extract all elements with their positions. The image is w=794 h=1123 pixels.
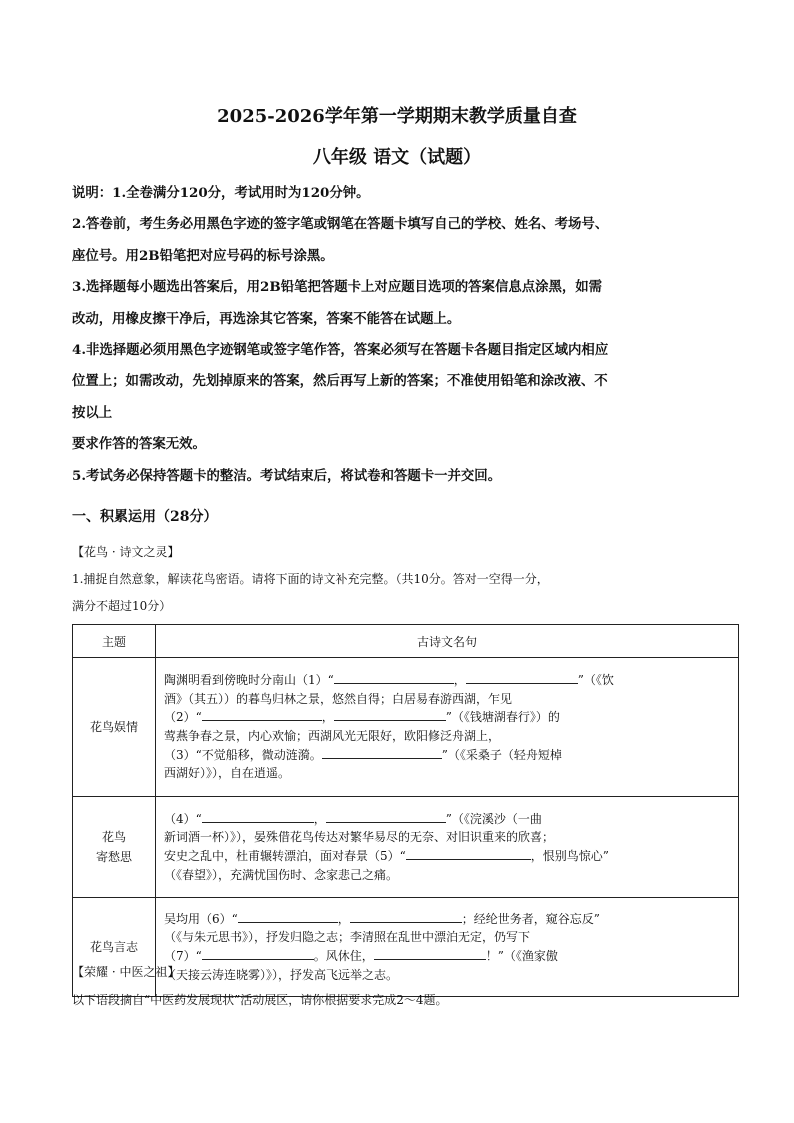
content-cell <box>156 658 739 797</box>
text-span: ， <box>337 911 350 926</box>
text-span: 莺燕争春之景，内心欢愉；西湖风光无限好，欧阳修泛舟湖上， <box>164 729 501 743</box>
instruction-line: 改动，用橡皮擦干净后，再选涂其它答案，答案不能答在试题上。 <box>72 310 461 327</box>
text-span: （7）“ <box>164 949 202 963</box>
theme-line: 寄愁思 <box>95 850 132 864</box>
text-span: ”（《浣溪沙（一曲 <box>445 811 542 826</box>
answer-blank-1a[interactable] <box>334 671 454 684</box>
question-1-prompt <box>72 566 692 620</box>
exam-subtitle: 八年级 语文（试题） <box>312 147 482 168</box>
instruction-line: 要求作答的答案无效。 <box>72 436 206 453</box>
text-span: ；经纶世务者，窥谷忘反” <box>461 911 600 926</box>
answer-blank-4a[interactable] <box>202 810 314 823</box>
theme-line: 花鸟 <box>101 830 126 844</box>
exam-instructions <box>72 178 732 492</box>
text-span: ”（《采桑子（轻舟短棹 <box>441 747 562 762</box>
text-span: 酒》（其五））的暮鸟归林之景，悠然自得；白居易春游西湖，乍见 <box>164 691 513 706</box>
text-span: ，恨别鸟惊心” <box>530 849 609 863</box>
topic-heading: 【花鸟 · 诗文之灵】 <box>72 545 180 559</box>
instruction-line: 5.考试务必保持答题卡的整洁。考试结束后，将试卷和答题卡一并交回。 <box>72 467 502 484</box>
text-span: ！”（《渔家傲 <box>485 949 558 963</box>
content-cell <box>156 898 739 997</box>
text-span: 陶渊明看到傍晚时分南山（1）“ <box>164 673 334 688</box>
answer-blank-3[interactable] <box>322 746 442 759</box>
text-span: （3）“不觉船移，微动涟漪。 <box>164 747 322 762</box>
text-span: （《与朱元思书》），抒发归隐之志；李清照在乱世中漂泊无定，仍写下 <box>164 930 531 945</box>
answer-blank-4b[interactable] <box>326 810 446 823</box>
table-row <box>73 898 739 997</box>
answer-blank-2a[interactable] <box>202 708 322 721</box>
answer-blank-7b[interactable] <box>374 947 486 960</box>
instruction-line: 位置上；如需改动，先划掉原来的答案，然后再写上新的答案；不准使用铅笔和涂改液、不 <box>72 373 608 390</box>
text-span: 。风休住， <box>313 949 374 963</box>
text-span: ， <box>453 673 466 688</box>
table-row <box>73 658 739 797</box>
instruction-line: 4.非选择题必须用黑色字迹钢笔或签字笔作答，答案必须写在答题卡各题目指定区域内相应 <box>72 342 609 359</box>
answer-blank-6a[interactable] <box>238 910 338 923</box>
text-span: ”（《钱塘湖春行》）的 <box>445 710 560 725</box>
content-cell <box>156 797 739 898</box>
question-line: 1.捕捉自然意象，解读花鸟密语。请将下面的诗文补充完整。（共10分。答对一空得一分， <box>72 572 549 586</box>
table-row <box>73 797 739 898</box>
text-span: （2）“ <box>164 710 202 725</box>
answer-blank-7a[interactable] <box>202 947 314 960</box>
text-span: ”（《饮 <box>577 673 614 688</box>
table-header-theme: 主题 <box>73 625 156 658</box>
table-header-lines: 古诗文名句 <box>156 625 739 658</box>
question-line: 满分不超过10分） <box>72 599 172 613</box>
text-span: （《春望》），充满忧国伤时、念家悲己之痛。 <box>164 867 399 882</box>
question-intro: 以下语段摘自“中医药发展现状”活动展区，请你根据要求完成2～4题。 <box>72 993 448 1007</box>
instruction-line: 座位号。用2B铅笔把对应号码的标号涂黑。 <box>72 247 334 264</box>
answer-blank-2b[interactable] <box>334 708 446 721</box>
text-span: 安史之乱中，杜甫辗转漂泊，面对春景（5）“ <box>164 849 406 863</box>
instruction-line: 2.答卷前，考生务必用黑色字迹的签字笔或钢笔在答题卡填写自己的学校、姓名、考场号、 <box>72 216 609 233</box>
text-span: 新词酒一杯）》），晏殊借花鸟传达对繁华易尽的无奈、对旧识重来的欣喜； <box>164 830 555 845</box>
text-span: ， <box>313 811 326 826</box>
text-span: ， <box>321 710 334 725</box>
instruction-line: 3.选择题每小题选出答案后，用2B铅笔把答题卡上对应题目选项的答案信息点涂黑，如需 <box>72 279 603 296</box>
text-span: （4）“ <box>164 811 202 826</box>
theme-cell <box>73 797 156 898</box>
instruction-line: 按以上 <box>72 404 113 421</box>
answer-blank-5[interactable] <box>406 847 531 860</box>
answer-blank-1b[interactable] <box>466 671 578 684</box>
theme-cell: 花鸟言志 <box>73 898 156 997</box>
text-span: 吴均用（6）“ <box>164 911 238 926</box>
text-span: 西湖好）》），自在逍遥。 <box>164 766 291 781</box>
section-heading: 一、积累运用（28分） <box>72 509 218 525</box>
theme-cell: 花鸟娱情 <box>73 658 156 797</box>
text-span: （天接云涛连晓雾）》），抒发高飞远举之志。 <box>164 967 399 982</box>
topic-heading: 【荣耀 · 中医之祖】 <box>72 965 180 979</box>
poetry-table <box>72 624 739 997</box>
answer-blank-6b[interactable] <box>350 910 462 923</box>
instruction-line: 说明：1.全卷满分120分，考试用时为120分钟。 <box>72 185 370 201</box>
exam-title: 2025-2026学年第一学期期末教学质量自查 <box>217 106 577 127</box>
